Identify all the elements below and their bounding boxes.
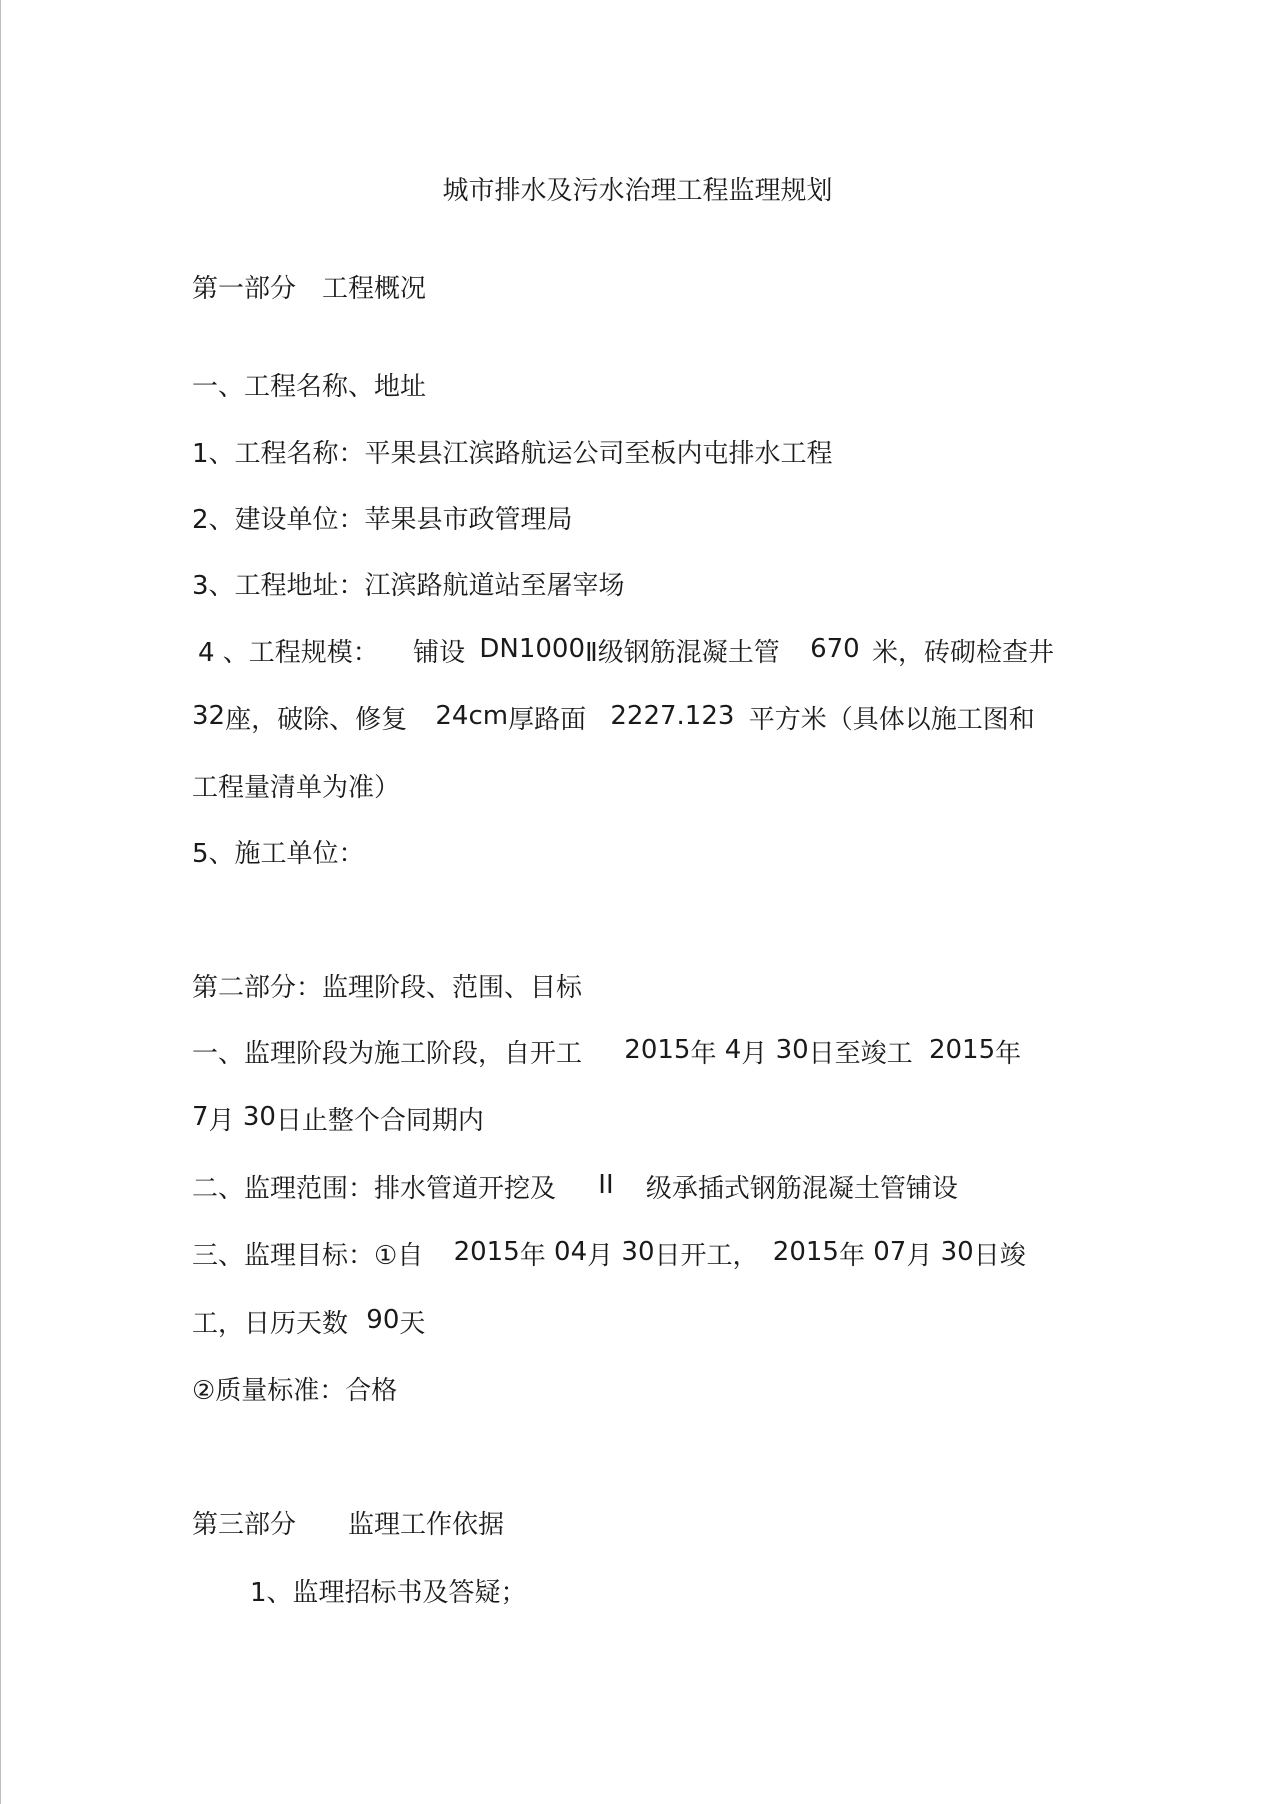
- text-segment: 一、监理阶段为施工阶段，自开工: [192, 1039, 583, 1069]
- text-segment: 座，破除、修复: [225, 705, 408, 735]
- project-scale-line2: [192, 703, 1035, 737]
- text-segment: 月: [208, 1106, 235, 1136]
- text-segment: 24cm: [435, 701, 509, 731]
- page-border: [0, 0, 1, 1804]
- text-segment: 米，砖砌检查井: [871, 638, 1054, 668]
- text-segment: 2015: [772, 1237, 839, 1267]
- text-segment: 年: [690, 1039, 717, 1069]
- supervision-scope: [192, 1172, 958, 1206]
- text-segment: 年: [838, 1241, 865, 1271]
- basis-item-1: 1、监理招标书及答疑；: [250, 1578, 527, 1608]
- text-segment: 2015: [624, 1035, 691, 1065]
- text-segment: 天: [399, 1309, 426, 1339]
- text-segment: 2015: [453, 1237, 520, 1267]
- project-name: 1、工程名称：平果县江滨路航运公司至板内屯排水工程: [192, 439, 833, 469]
- supervision-goal-line2: [192, 1307, 425, 1341]
- supervision-stage-line1: [192, 1037, 1021, 1071]
- text-segment: 日止整个合同期内: [275, 1106, 484, 1136]
- text-segment: 30: [621, 1237, 655, 1267]
- part1-heading: 第一部分 工程概况: [192, 274, 427, 304]
- text-segment: 4: [724, 1035, 742, 1065]
- part1-section1-heading: 一、工程名称、地址: [192, 372, 427, 402]
- text-segment: 670: [810, 634, 860, 664]
- supervision-goal-line1: [192, 1239, 1026, 1273]
- text-segment: 30: [242, 1102, 276, 1132]
- supervision-stage-line2: [192, 1104, 484, 1138]
- construction-owner: 2、建设单位：苹果县市政管理局: [192, 505, 573, 535]
- text-segment: II: [598, 1170, 614, 1200]
- text-segment: 7: [192, 1102, 209, 1132]
- text-segment: 三、监理目标：①自: [192, 1241, 424, 1271]
- text-segment: 30: [940, 1237, 974, 1267]
- text-segment: 日至竣工: [808, 1039, 913, 1069]
- text-segment: 二、监理范围：排水管道开挖及: [192, 1174, 557, 1204]
- text-segment: 月: [587, 1241, 614, 1271]
- quality-standard: ②质量标准：合格: [192, 1376, 398, 1406]
- text-segment: 厚路面: [508, 705, 587, 735]
- text-segment: 30: [775, 1035, 809, 1065]
- text-segment: 年: [995, 1039, 1022, 1069]
- text-segment: 日竣: [973, 1241, 1026, 1271]
- text-segment: 年: [519, 1241, 546, 1271]
- text-segment: 4 、工程规模：: [198, 638, 379, 668]
- text-segment: 2227.123: [610, 701, 735, 731]
- text-segment: 04: [554, 1237, 588, 1267]
- text-segment: 级承插式钢筋混凝土管铺设: [645, 1174, 958, 1204]
- text-segment: 07: [873, 1237, 907, 1267]
- project-scale-line1: [198, 636, 1054, 670]
- text-segment: Ⅱ级钢筋混凝土管: [585, 638, 780, 668]
- project-address: 3、工程地址：江滨路航道站至屠宰场: [192, 571, 625, 601]
- document-title: 城市排水及污水治理工程监理规划: [442, 176, 833, 206]
- part3-heading: 第三部分 监理工作依据: [192, 1510, 505, 1540]
- text-segment: 平方米（具体以施工图和: [748, 705, 1035, 735]
- text-segment: 日开工，: [654, 1241, 759, 1271]
- text-segment: 铺设: [413, 638, 466, 668]
- text-segment: DN1000: [479, 634, 585, 664]
- text-segment: 月: [906, 1241, 933, 1271]
- text-segment: 32: [192, 701, 226, 731]
- project-scale-line3: 工程量清单为准）: [192, 773, 401, 803]
- text-segment: 2015: [928, 1035, 996, 1065]
- text-segment: 月: [741, 1039, 768, 1069]
- contractor: 5、施工单位：: [192, 839, 365, 869]
- text-segment: 工，日历天数: [192, 1309, 349, 1339]
- part2-heading: 第二部分：监理阶段、范围、目标: [192, 973, 583, 1003]
- text-segment: 90: [366, 1305, 400, 1335]
